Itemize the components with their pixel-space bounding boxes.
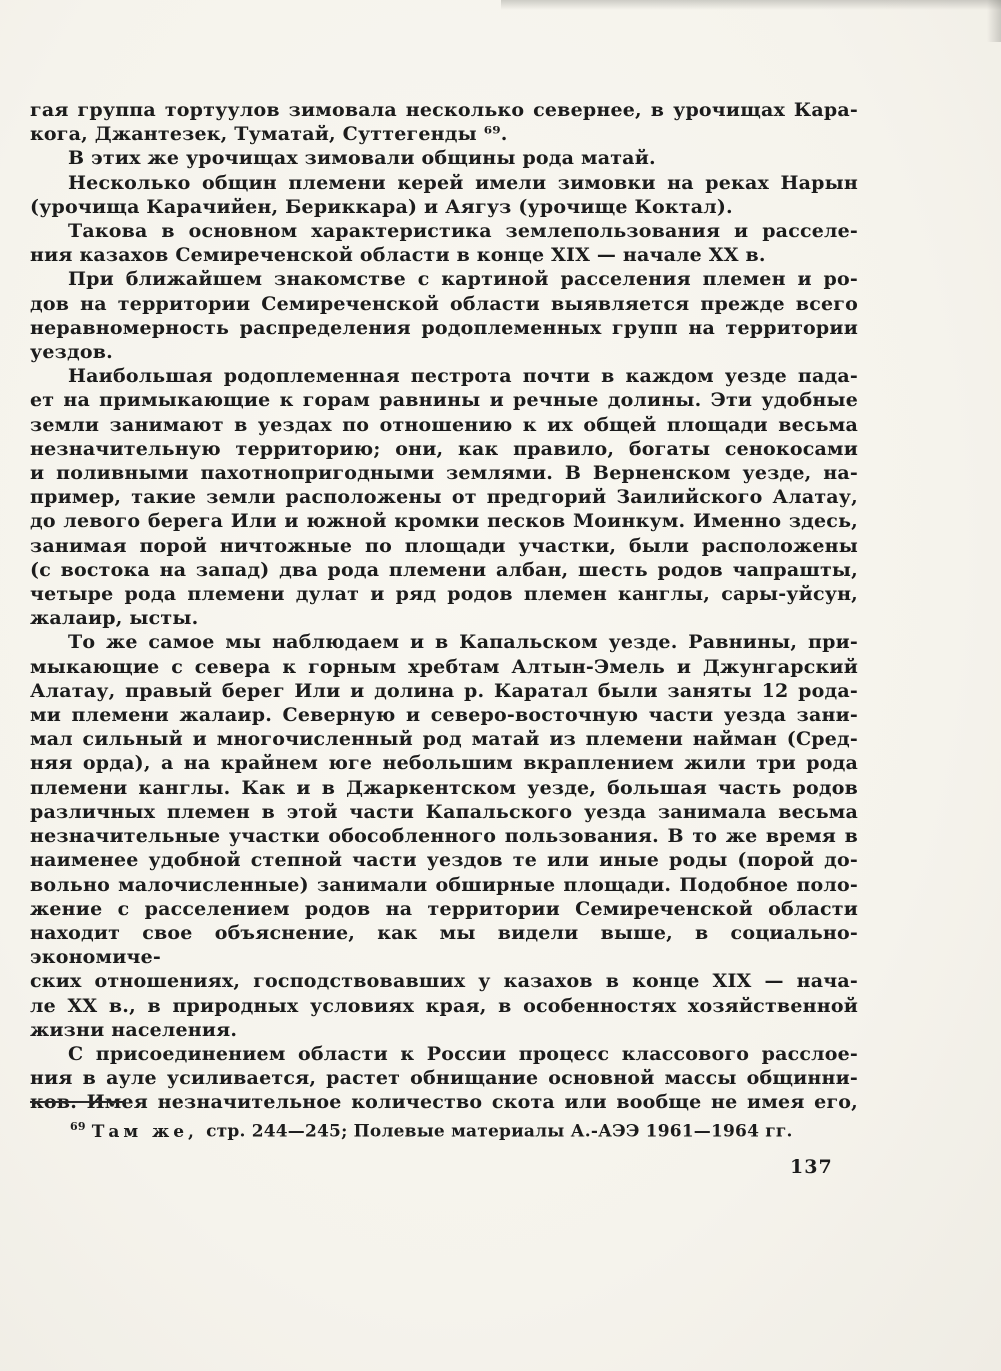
scan-edge-artifact-corner <box>987 0 1001 42</box>
footnote-text: стр. 244—245; Полевые материалы А.-АЭЭ 1961—1964 гг. <box>206 1121 793 1142</box>
text-line: земли занимают в уездах по отношению к их общей площади весьма <box>30 413 858 436</box>
text-line: жалаир, ысты. <box>30 607 199 630</box>
text-line: Несколько общин племени керей имели зимовки на реках Нарын <box>68 171 858 194</box>
text-line: (урочища Карачийен, Бериккара) и Аягуз (урочище Коктал). <box>30 195 733 218</box>
text-line: находит свое объяснение, как мы видели выше, в социально-экономиче- <box>30 921 858 969</box>
text-line: ния казахов Семиреченской области в конце XIX — начале XX в. <box>30 244 766 267</box>
text-line: дов на территории Семиреченской области выявляется прежде всего <box>30 292 858 315</box>
text-line: вольно малочисленные) занимали обширные площади. Подобное поло- <box>30 873 858 896</box>
text-line: различных племен в этой части Капальского уезда занимала весьма <box>30 800 858 823</box>
text-line: и поливными пахотнопригодными землями. В Верненском уезде, на- <box>30 462 858 485</box>
text-line: (с востока на запад) два рода племени албан, шесть родов чапрашты, <box>30 558 858 581</box>
text-line: жизни населения. <box>30 1018 238 1041</box>
text-line: ле XX в., в природных условиях края, в особенностях хозяйственной <box>30 994 858 1017</box>
scan-edge-artifact-top <box>501 0 1001 10</box>
text-line: жение с расселением родов на территории Семиреченской области <box>30 897 858 920</box>
text-line: ми племени жалаир. Северную и северо-восточную части уезда зани- <box>30 704 858 727</box>
footnote <box>30 1120 858 1142</box>
text-line: незначительную территорию; они, как правило, богаты сенокосами <box>30 437 858 460</box>
text-line: наименее удобной степной части уездов те или иные роды (порой до- <box>30 849 858 872</box>
text-line: То же самое мы наблюдаем и в Капальском уезде. Равнины, при- <box>68 631 858 654</box>
text-line: ков. Имея незначительное количество скота или вообще не имея его, <box>30 1091 858 1114</box>
text-line: Алатау, правый берег Или и долина р. Каратал были заняты 12 рода- <box>30 679 858 702</box>
text-line: уездов. <box>30 341 113 364</box>
text-line: ет на примыкающие к горам равнины и речные долины. Эти удобные <box>30 389 858 412</box>
footnote-marker: 69 <box>70 1120 86 1133</box>
text-block <box>30 98 858 1115</box>
text-line: занимая порой ничтожные по площади участки, были расположены <box>30 534 858 557</box>
text-line: незначительные участки обособленного пользования. В то же время в <box>30 825 858 848</box>
text-line: ских отношениях, господствовавших у казахов в конце XIX — нача- <box>30 970 858 993</box>
text-line: племени канглы. Как и в Джаркентском уезде, большая часть родов <box>30 776 858 799</box>
footnote-divider <box>30 1101 126 1103</box>
page-number: 137 <box>790 1156 833 1178</box>
text-line: мал сильный и многочисленный род матай из племени найман (Сред- <box>30 728 858 751</box>
text-line: неравномерность распределения родоплеменных групп на территории <box>30 316 858 339</box>
text-line: С присоединением области к России процесс классового расслое- <box>68 1042 858 1065</box>
text-line: В этих же урочищах зимовали общины рода матай. <box>68 147 656 170</box>
text-line: Такова в основном характеристика землепользования и расселе- <box>68 220 858 243</box>
text-line: кога, Джантезек, Туматай, Суттегенды ⁶⁹. <box>30 123 508 146</box>
text-line: няя орда), а на крайнем юге небольшим вкраплением жили три рода <box>30 752 858 775</box>
text-line: Наибольшая родоплеменная пестрота почти в каждом уезде пада- <box>68 365 858 388</box>
text-line: ния в ауле усиливается, растет обнищание основной массы общинни- <box>30 1067 858 1090</box>
text-line: четыре рода племени дулат и ряд родов племен канглы, сары-уйсун, <box>30 583 858 606</box>
text-line: пример, такие земли расположены от предгорий Заилийского Алатау, <box>30 486 858 509</box>
text-line: При ближайшем знакомстве с картиной расселения племен и ро- <box>68 268 858 291</box>
text-line: гая группа тортуулов зимовала несколько севернее, в урочищах Кара- <box>30 99 858 121</box>
footnote-source: Там же, <box>91 1121 198 1142</box>
text-line: до левого берега Или и южной кромки песков Моинкум. Именно здесь, <box>30 510 858 533</box>
text-line: мыкающие с севера к горным хребтам Алтын-Эмель и Джунгарский <box>30 655 858 678</box>
